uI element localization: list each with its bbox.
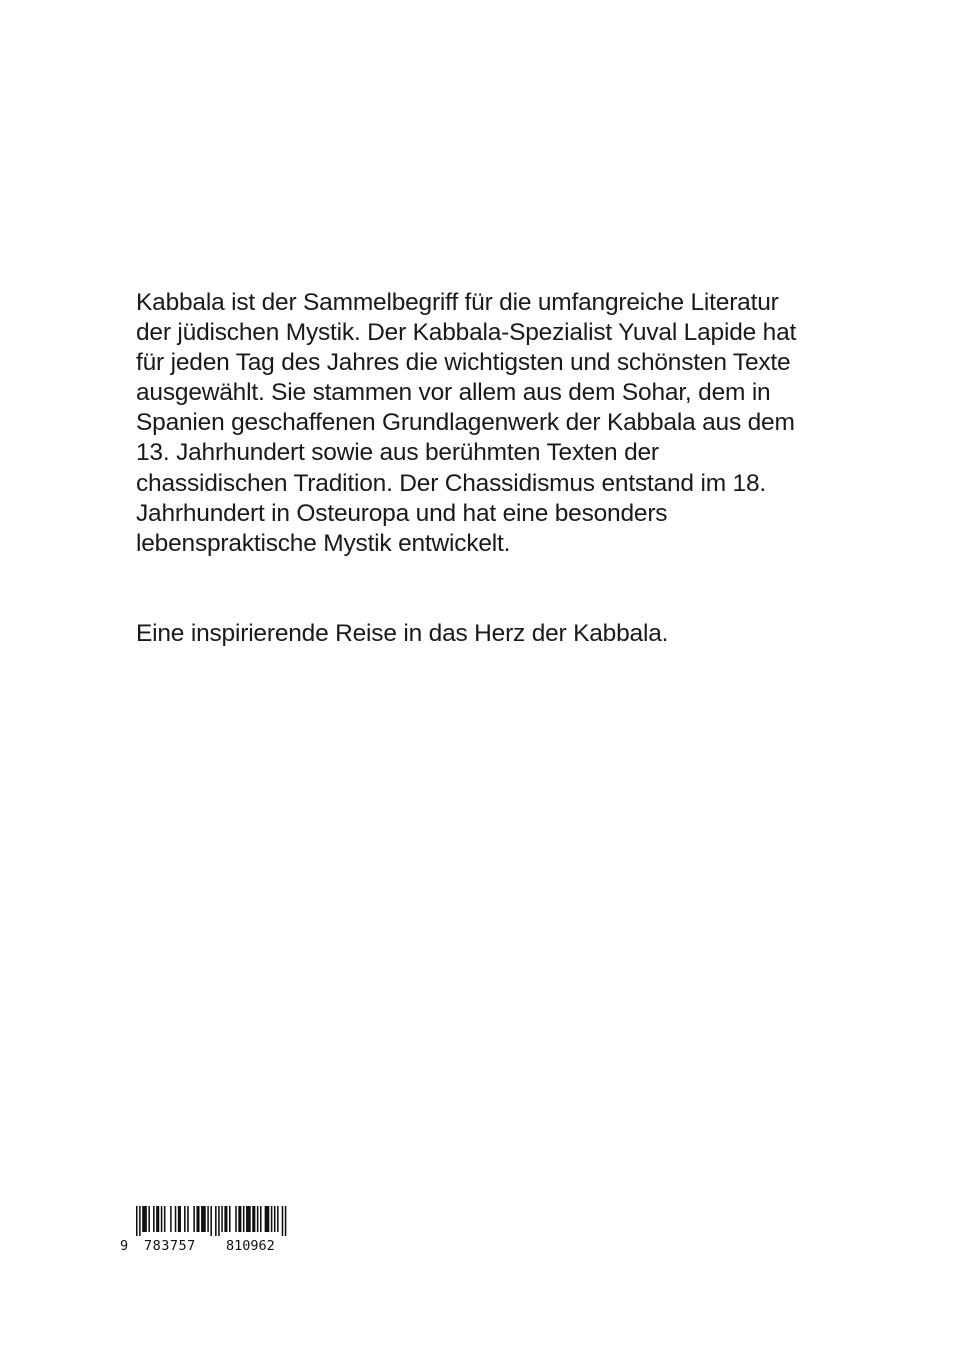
isbn-digits (118, 1238, 298, 1256)
barcode-bar (274, 1206, 276, 1232)
barcode-bars (136, 1206, 296, 1236)
barcode-bar (260, 1206, 262, 1232)
book-description (136, 288, 836, 559)
barcode-bar (184, 1206, 186, 1232)
isbn-first-digit: 9 (120, 1238, 129, 1254)
description-line: Jahrhundert in Osteuropa und hat eine besonders (136, 499, 668, 527)
barcode-bar (164, 1206, 166, 1232)
description-line: ausgewählt. Sie stammen vor allem aus dem Sohar, dem in (136, 379, 771, 407)
barcode-bar (201, 1206, 206, 1232)
tagline: Eine inspirierende Reise in das Herz der Kabbala. (136, 620, 669, 647)
barcode-bar (252, 1206, 255, 1232)
barcode-bar (193, 1206, 195, 1232)
barcode-bar (218, 1206, 220, 1236)
barcode-bar (175, 1206, 177, 1232)
barcode-bar (257, 1206, 259, 1232)
barcode-bar (153, 1206, 155, 1232)
description-line: der jüdischen Mystik. Der Kabbala-Spezialist Yuval Lapide hat (136, 319, 797, 347)
description-line: Spanien geschaffenen Grundlagenwerk der Kabbala aus dem (136, 409, 795, 437)
barcode-bar (229, 1206, 231, 1232)
barcode-bar (136, 1206, 138, 1236)
barcode-bar (207, 1206, 209, 1232)
barcode-bar (170, 1206, 172, 1232)
description-line: chassidischen Tradition. Der Chassidismus entstand im 18. (136, 469, 766, 497)
barcode-bar (187, 1206, 189, 1232)
description-line: für jeden Tag des Jahres die wichtigsten und schönsten Texte (136, 349, 791, 377)
barcode-bar (196, 1206, 199, 1232)
isbn-barcode (118, 1206, 298, 1256)
barcode-bar (282, 1206, 284, 1236)
barcode-bar (148, 1206, 150, 1232)
barcode-bar (224, 1206, 227, 1232)
barcode-bar (221, 1206, 223, 1232)
barcode-bar (277, 1206, 279, 1232)
barcode-bar (243, 1206, 245, 1232)
barcode-bar (161, 1206, 163, 1232)
barcode-bar (142, 1206, 147, 1232)
barcode-bar (156, 1206, 159, 1232)
description-line: 13. Jahrhundert sowie aus berühmten Texten der (136, 439, 659, 467)
barcode-bar (235, 1206, 237, 1232)
barcode-bar (238, 1206, 241, 1232)
barcode-bar (210, 1206, 212, 1236)
barcode-bar (139, 1206, 141, 1236)
barcode-bar (178, 1206, 181, 1232)
description-line: lebenspraktische Mystik entwickelt. (136, 529, 511, 557)
barcode-bar (265, 1206, 270, 1232)
barcode-bar (271, 1206, 273, 1232)
isbn-right-group: 810962 (226, 1238, 275, 1254)
barcode-bar (215, 1206, 217, 1236)
barcode-bar (285, 1206, 287, 1236)
description-line: Kabbala ist der Sammelbegriff für die umfangreiche Literatur (136, 289, 779, 316)
barcode-bar (246, 1206, 251, 1232)
isbn-left-group: 783757 (144, 1238, 196, 1254)
